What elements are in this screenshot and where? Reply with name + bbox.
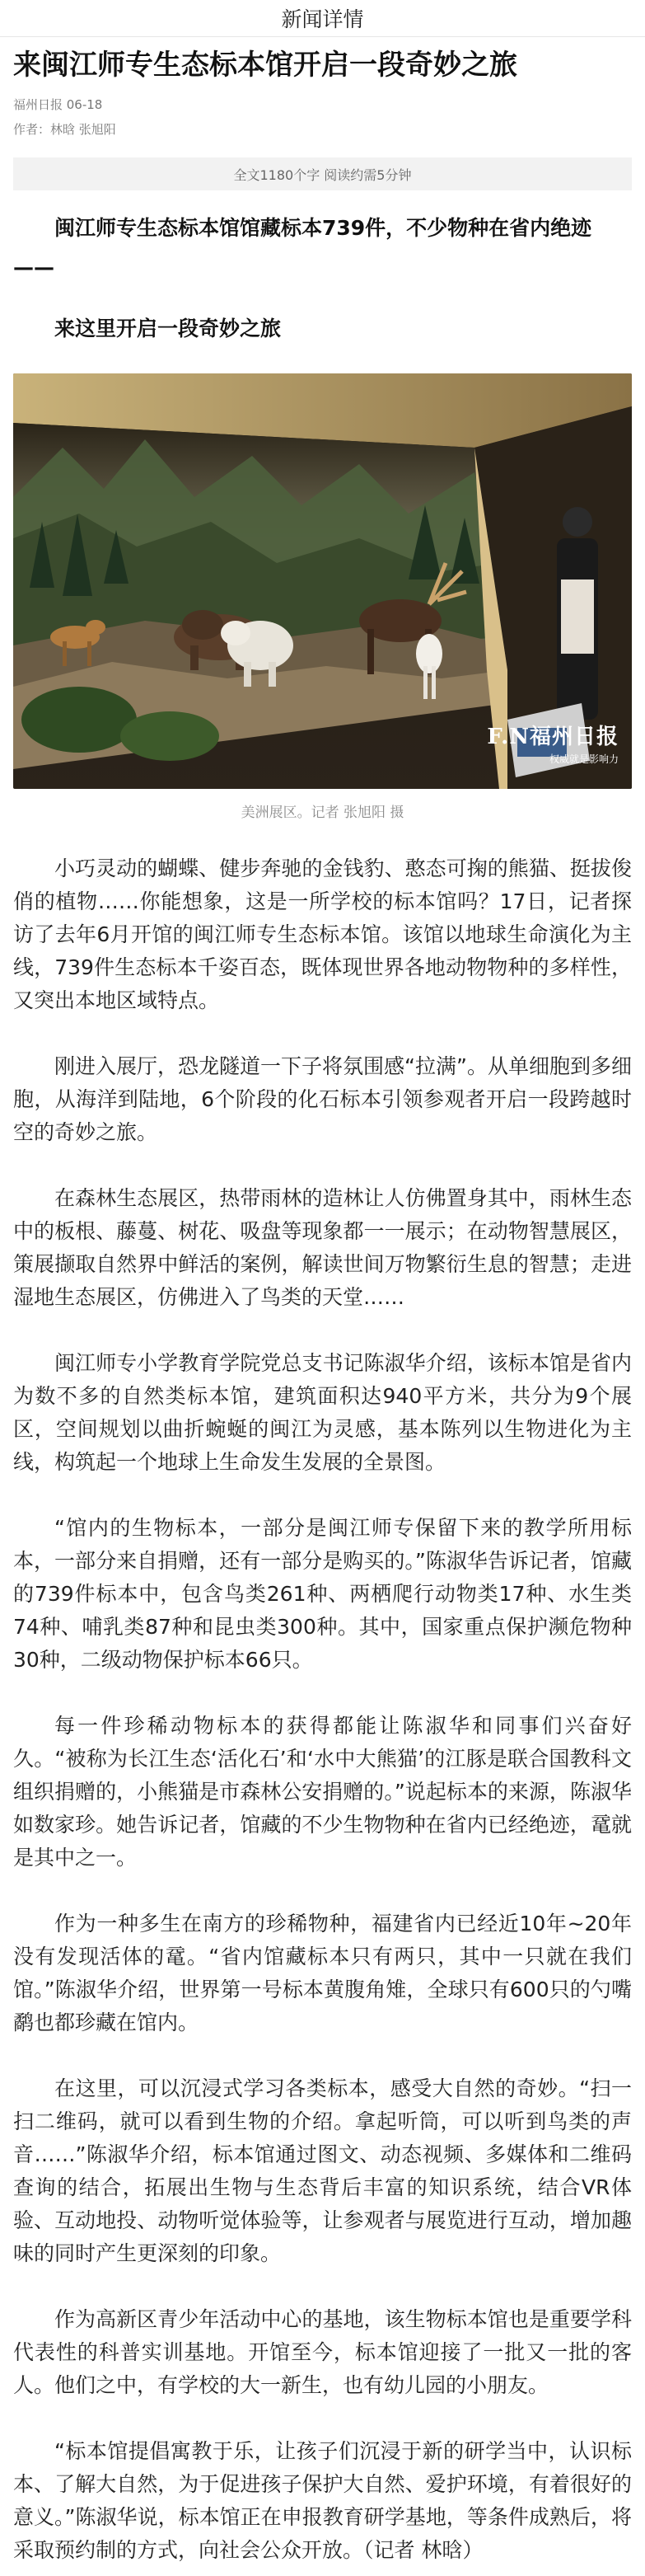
article-paragraph: “馆内的生物标本，一部分是闽江师专保留下来的教学所用标本，一部分来自捐赠，还有一部分是购买的。”陈淑华告诉记者，馆藏的739件标本中，包含鸟类261种、两栖爬行动物类17种、水生类74种、哺乳类87种和昆虫类300种。其中，国家重点保护濒危物种30种，二级动物保护标本66只。 xyxy=(13,1516,632,1672)
article-paragraph: 作为一种多生在南方的珍稀物种，福建省内已经近10年~20年没有发现活体的鼋。“省内馆藏标本只有两只，其中一只就在我们馆。”陈淑华介绍，世界第一号标本黄腹角雉，全球只有600只的勺嘴鹬也都珍藏在馆内。 xyxy=(13,1912,632,2034)
article-subhead: 来这里开启一段奇妙之旅 xyxy=(54,317,282,340)
article-paragraph: 闽江师专小学教育学院党总支书记陈淑华介绍，该标本馆是省内为数不多的自然类标本馆，建筑面积达940平方米，共分为9个展区，空间规划以曲折蜿蜒的闽江为灵感，基本陈列以生物进化为主线，构筑起一个地球上生命发生发展的全景图。 xyxy=(13,1351,632,1474)
article-source: 福州日报 06-18 xyxy=(13,97,103,112)
page-header-title: 新闻详情 xyxy=(281,7,364,31)
photo-caption: 美洲展区。记者 张旭阳 摄 xyxy=(241,805,404,821)
article-paragraph: 在这里，可以沉浸式学习各类标本，感受大自然的奇妙。“扫一扫二维码，就可以看到生物的介绍。拿起听筒，可以听到鸟类的声音……”陈淑华介绍，标本馆通过图文、动态视频、多媒体和二维码查询的结合，拓展出生物与生态背后丰富的知识系统，结合VR体验、互动地投、动物听觉体验等，让参观者与展览进行互动，增加趣味的同时产生更深刻的印象。 xyxy=(13,2076,632,2265)
article-paragraph: 作为高新区青少年活动中心的基地，该生物标本馆也是重要学科代表性的科普实训基地。开馆至今，标本馆迎接了一批又一批的客人。他们之中，有学校的大一新生，也有幼儿园的小朋友。 xyxy=(13,2307,632,2397)
reading-summary-text: 全文1180个字 阅读约需5分钟 xyxy=(233,167,412,183)
article-title: 来闽江师专生态标本馆开启一段奇妙之旅 xyxy=(13,49,517,82)
article-lead: 闽江师专生态标本馆馆藏标本739件，不少物种在省内绝迹—— xyxy=(13,216,592,279)
article-authors: 作者：林晗 张旭阳 xyxy=(13,122,116,137)
article-figure xyxy=(13,373,632,821)
article-paragraph: 在森林生态展区，热带雨林的造林让人仿佛置身其中，雨林生态中的板根、藤蔓、树花、吸盘等现象都一一展示；在动物智慧展区，策展撷取自然界中鲜活的案例，解读世间万物繁衍生息的智慧；走进湿地生态展区，仿佛进入了鸟类的天堂…… xyxy=(13,1186,632,1309)
top-nav-bar xyxy=(0,0,645,37)
article-paragraph: 刚进入展厅，恐龙隧道一下子将氛围感“拉满”。从单细胞到多细胞，从海洋到陆地，6个阶段的化石标本引领参观者开启一段跨越时空的奇妙之旅。 xyxy=(13,1054,632,1144)
newspaper-logo-text: F.N福州日报 xyxy=(487,725,619,749)
newspaper-slogan-text: 权威就是影响力 xyxy=(549,753,619,765)
article-container xyxy=(0,45,645,2567)
reading-summary-bar xyxy=(13,157,632,190)
article-paragraph: 小巧灵动的蝴蝶、健步奔驰的金钱豹、憨态可掬的熊猫、挺拔俊俏的植物……你能想象，这是一所学校的标本馆吗？17日，记者探访了去年6月开馆的闽江师专生态标本馆。该馆以地球生命演化为主线，739件生态标本千姿百态，既体现世界各地动物物种的多样性，又突出本地区域特点。 xyxy=(13,856,632,1012)
article-paragraph: 每一件珍稀动物标本的获得都能让陈淑华和同事们兴奋好久。“被称为长江生态‘活化石’和‘水中大熊猫’的江豚是联合国教科文组织捐赠的，小熊猫是市森林公安捐赠的。”说起标本的来源，陈淑华如数家珍。她告诉记者，馆藏的不少生物物种在省内已经绝迹，鼋就是其中之一。 xyxy=(13,1714,632,1870)
article-body xyxy=(13,852,632,2567)
article-paragraph: “标本馆提倡寓教于乐，让孩子们沉浸于新的研学当中，认识标本、了解大自然，为于促进孩子保护大自然、爱护环境，有着很好的意义。”陈淑华说，标本馆正在申报教育研学基地，等条件成熟后，将采取预约制的方式，向社会公众开放。（记者 林晗） xyxy=(13,2439,632,2562)
museum-exhibit-photo[interactable] xyxy=(13,373,632,789)
newspaper-logo-watermark xyxy=(487,720,619,766)
